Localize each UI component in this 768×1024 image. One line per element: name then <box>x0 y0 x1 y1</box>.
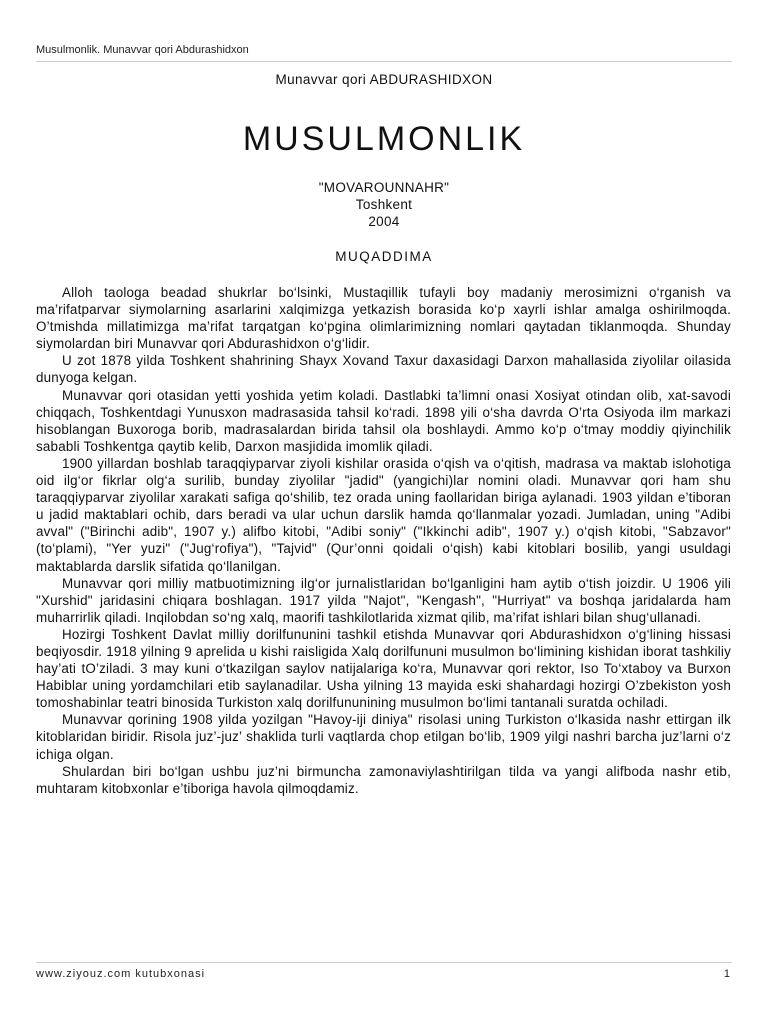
footer-source: www.ziyouz.com kutubxonasi <box>36 968 206 980</box>
section-heading: MUQADDIMA <box>335 249 433 264</box>
paragraph: Alloh taologa beadad shukrlar bo‘lsinki, Mustaqillik tufayli boy madaniy merosimizni o‘rganish va ma’rifatparvar siymolarning asarlarini xalqimizga yetkazish borasida ko‘p xayrli ishlar amalga oshirilmoqda. O’tmishda millatimizga ma’rifat tarqatgan ko‘pgina olimlarimizning nomlari qaytadan tiklanmoqda. Shunday siymolardan biri Munavvar qori Abdurashidxon o‘g‘lidir. <box>36 285 731 352</box>
header-rule <box>36 61 732 62</box>
paragraph: Munavvar qori milliy matbuotimizning ilg‘or jurnalistlaridan bo‘lganligini ham aytib o‘tish joizdir. U 1906 yili "Xurshid" jaridasini chiqara boshlagan. 1917 yilda "Najot", "Kengash", "Hurriyat" va boshqa jaridalarda ham muharrirlik qiladi. Inqilobdan so‘ng xalq, maorifi tashkilotlarida xizmat qilib, ma’rifat ishlari bilan shug‘ullanadi. <box>36 575 731 625</box>
paragraph: Munavvar qorining 1908 yilda yozilgan "Havoy-iji diniya" risolasi uning Turkiston o‘lkasida nashr ettirgan ilk kitoblaridan biridir. Risola juz’-juz’ shaklida turli vaqtlarda chop etilgan bo‘lib, 1909 yilgi nashri barcha juz’larni o‘z ichiga olgan. <box>36 712 731 762</box>
running-header: Musulmonlik. Munavvar qori Abdurashidxon <box>36 44 249 56</box>
author-name: Munavvar qori ABDURASHIDXON <box>275 72 493 87</box>
paragraph: Hozirgi Toshkent Davlat milliy dorilfununini tashkil etishda Munavvar qori Abdurashidxon o‘g‘lining hissasi beqiyosdir. 1918 yilning 9 aprelida u kishi raisligida Xalq dorilfununi musulmon bo‘limining kishidan iborat tashkiliy hay’ati tO’ziladi. 3 may kuni o‘tkazilgan saylov natijalariga ko‘ra, Munavvar qori rektor, Iso To‘xtaboy va Burxon Habiblar uning yordamchilari etib saylanadilar. Usha yilning 13 mayida eski shahardagi hozirgi O’zbekiston yosh tomoshabinlar teatri binosida Turkiston xalq dorilfununining musulmon bo‘limi tantanali suratda ochiladi. <box>36 626 731 711</box>
city: Toshkent <box>355 197 413 212</box>
year: 2004 <box>368 214 400 229</box>
paragraph: 1900 yillardan boshlab taraqqiyparvar ziyoli kishilar orasida o‘qish va o‘qitish, madrasa va maktab islohotiga oid ilg‘or fikrlar olg‘a surilib, bunday ziyolilar "jadid" (yangichi)lar nomini oladi. Munavvar qori ham shu taraqqiyparvar ziyolilar xarakati safiga qo‘shilib, tez orada uning faollaridan biriga aylanadi. 1903 yildan e’tiboran u jadid maktablari ochib, dars beradi va ular uchun darslik hamda qo‘llanmalar yozadi. Jumladan, uning "Adibi avval" ("Birinchi adib", 1907 y.) alifbo kitobi, "Adibi soniy" ("Ikkinchi adib", 1907 y.) o‘qish kitobi, "Sabzavor" (to‘plami), "Yer yuzi" ("Jug‘rofiya"), "Tajvid" (Qur’onni qoidali o‘qish) kabi kitoblari bosilib, yangi usuldagi maktablarda darslik sifatida qo‘llanilgan. <box>36 455 731 574</box>
paragraph: Munavvar qori otasidan yetti yoshida yetim koladi. Dastlabki ta’limni onasi Xosiyat otindan olib, xat-savodi chiqqach, Toshkentdagi Yunusxon madrasasida tahsil ko‘radi. 1898 yili o‘sha davrda O’rta Osiyoda ilm markazi hisoblangan Buxoroga borib, madrasalardan birida tahsil ola boshlaydi. Ammo ko‘p o‘tmay moddiy qiyinchilik sababli Toshkentga qaytib kelib, Darxon masjidida imomlik qiladi. <box>36 387 731 454</box>
paragraph: U zot 1878 yilda Toshkent shahrining Shayx Xovand Taxur daxasidagi Darxon mahallasida ziyolilar oilasida dunyoga kelgan. <box>36 353 731 386</box>
page-number: 1 <box>723 968 730 980</box>
book-title: MUSULMONLIK <box>242 120 526 158</box>
footer-rule <box>36 962 732 963</box>
paragraph: Shulardan biri bo‘lgan ushbu juz’ni birmuncha zamonaviylashtirilgan tilda va yangi alifboda nashr etib, muhtaram kitobxonlar e’tiboriga havola qilmoqdamiz. <box>36 763 731 796</box>
publication-info <box>0 179 768 230</box>
publisher: "MOVAROUNNAHR" <box>318 180 450 195</box>
body-text <box>36 284 731 797</box>
